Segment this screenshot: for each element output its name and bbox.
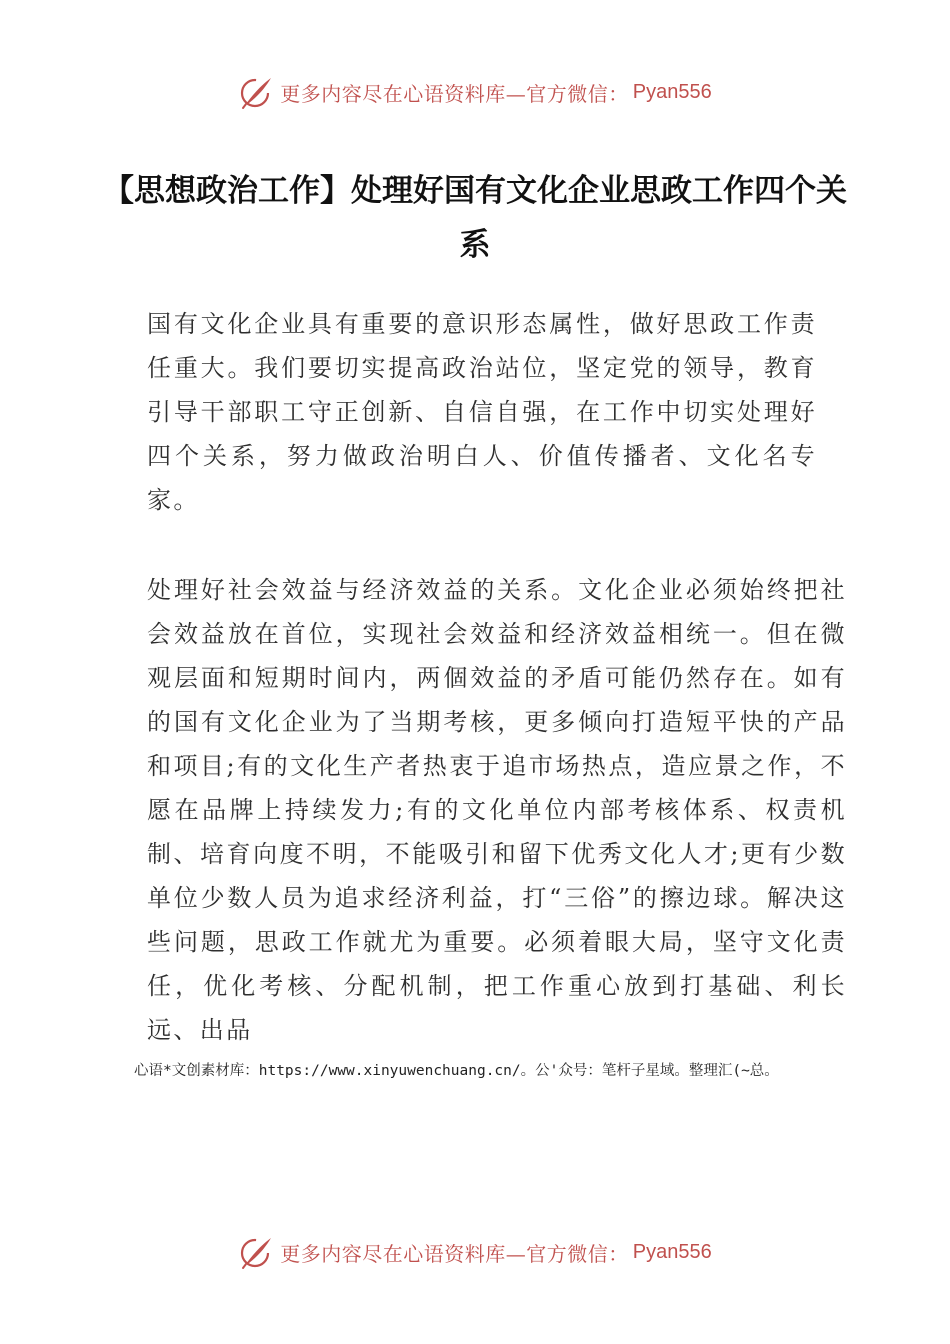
wechat-id: Pyan556	[632, 80, 712, 103]
quill-pen-logo-icon	[238, 74, 274, 110]
header-brand-banner	[0, 72, 950, 112]
brand-text: 更多内容尽在心语资料库—官方微信：	[280, 81, 629, 106]
body-paragraph-1: 国有文化企业具有重要的意识形态属性，做好思政工作责任重大。我们要切实提高政治站位，坚定党的领导，教育引导干部职工守正创新、自信自强，在工作中切实处理好四个关系，努力做政治明白人、价值传播者、文化名专家。	[147, 310, 817, 514]
document-title: 【思想政治工作】处理好国有文化企业思政工作四个关系	[103, 173, 847, 263]
source-note: 心语*文创素材库：https://www.xinyuwenchuang.cn/。公'众号：笔杆子星域。整理汇(~总。	[134, 1063, 779, 1079]
quill-pen-logo-icon	[238, 1234, 274, 1270]
body-paragraph-2: 处理好社会效益与经济效益的关系。文化企业必须始终把社会效益放在首位，实现社会效益和经济效益相统一。但在微观层面和短期时间内，两個效益的矛盾可能仍然存在。如有的国有文化企业为了当期考核，更多倾向打造短平快的产品和项目;有的文化生产者热衷于追市场热点，造应景之作，不愿在品牌上持续发力;有的文化单位内部考核体系、权责机制、培育向度不明，不能吸引和留下优秀文化人才;更有少数单位少数人员为追求经济利益，打“三俗”的擦边球。解决这些问题，思政工作就尤为重要。必须着眼大局，坚守文化责任，优化考核、分配机制，把工作重心放到打基础、利长远、出品	[147, 576, 847, 1044]
footer-brand-text: 更多内容尽在心语资料库—官方微信：	[280, 1241, 629, 1266]
footer-brand-banner	[0, 1232, 950, 1272]
footer-wechat-id: Pyan556	[632, 1240, 712, 1263]
